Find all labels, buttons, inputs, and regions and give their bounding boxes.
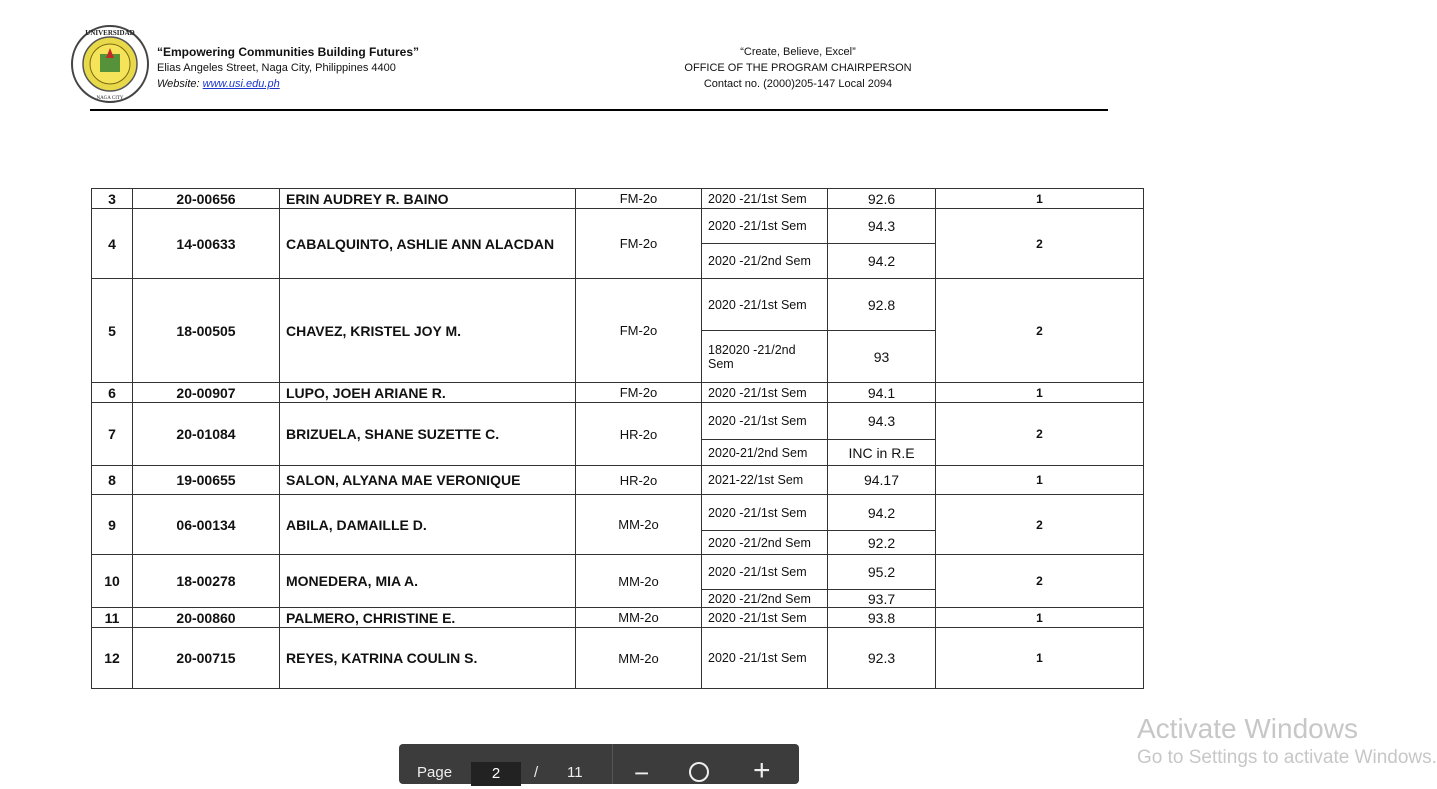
zoom-icon[interactable] bbox=[689, 762, 709, 782]
grade-cell: 92.8 bbox=[828, 279, 936, 331]
students-table bbox=[91, 188, 1144, 689]
program-cell: FM-2o bbox=[576, 279, 702, 383]
university-seal-icon bbox=[70, 24, 150, 104]
program-cell: FM-2o bbox=[576, 383, 702, 403]
row-number-cell: 4 bbox=[92, 209, 133, 279]
grade-cell: 94.3 bbox=[828, 209, 936, 244]
semester-cell: 2020 -21/1st Sem bbox=[702, 403, 828, 440]
row-number-cell: 3 bbox=[92, 189, 133, 209]
table-row bbox=[92, 495, 1144, 531]
row-number-cell: 8 bbox=[92, 466, 133, 495]
plus-icon[interactable]: + bbox=[753, 754, 771, 787]
row-number-cell: 7 bbox=[92, 403, 133, 466]
university-motto: “Empowering Communities Building Futures” bbox=[157, 45, 420, 59]
program-cell: MM-2o bbox=[576, 628, 702, 689]
semester-count-cell: 1 bbox=[936, 628, 1144, 689]
grade-cell: 94.2 bbox=[828, 495, 936, 531]
student-id-cell: 20-00656 bbox=[133, 189, 280, 209]
program-cell: MM-2o bbox=[576, 608, 702, 628]
document-header bbox=[70, 24, 1110, 114]
program-cell: MM-2o bbox=[576, 555, 702, 608]
semester-cell: 2020 -21/1st Sem bbox=[702, 555, 828, 590]
svg-text:UNIVERSIDAD: UNIVERSIDAD bbox=[85, 29, 135, 37]
semester-cell: 2020 -21/2nd Sem bbox=[702, 244, 828, 279]
watermark-subtitle: Go to Settings to activate Windows. bbox=[1137, 747, 1437, 768]
grade-cell: 93.7 bbox=[828, 590, 936, 608]
table-row bbox=[92, 209, 1144, 244]
semester-count-cell: 2 bbox=[936, 279, 1144, 383]
table-row bbox=[92, 555, 1144, 590]
semester-cell: 2020 -21/2nd Sem bbox=[702, 531, 828, 555]
row-number-cell: 11 bbox=[92, 608, 133, 628]
page-label: Page bbox=[417, 764, 453, 781]
student-name-cell: MONEDERA, MIA A. bbox=[280, 555, 576, 608]
svg-text:NAGA CITY: NAGA CITY bbox=[96, 96, 124, 101]
student-name-cell: PALMERO, CHRISTINE E. bbox=[280, 608, 576, 628]
grade-cell: INC in R.E bbox=[828, 440, 936, 466]
semester-count-cell: 1 bbox=[936, 608, 1144, 628]
student-name-cell: REYES, KATRINA COULIN S. bbox=[280, 628, 576, 689]
semester-count-cell: 2 bbox=[936, 403, 1144, 466]
office-contact: Contact no. (2000)205-147 Local 2094 bbox=[703, 78, 893, 90]
website-label: Website: bbox=[157, 78, 200, 90]
header-right-block bbox=[678, 44, 918, 92]
student-id-cell: 20-00715 bbox=[133, 628, 280, 689]
office-name: OFFICE OF THE PROGRAM CHAIRPERSON bbox=[684, 62, 912, 74]
student-name-cell: ABILA, DAMAILLE D. bbox=[280, 495, 576, 555]
row-number-cell: 5 bbox=[92, 279, 133, 383]
grade-cell: 94.3 bbox=[828, 403, 936, 440]
semester-cell: 2020 -21/1st Sem bbox=[702, 189, 828, 209]
student-name-cell: BRIZUELA, SHANE SUZETTE C. bbox=[280, 403, 576, 466]
grade-cell: 94.2 bbox=[828, 244, 936, 279]
table-row bbox=[92, 628, 1144, 689]
toolbar-divider bbox=[612, 744, 613, 784]
grade-cell: 94.17 bbox=[828, 466, 936, 495]
program-cell: FM-2o bbox=[576, 189, 702, 209]
table-row bbox=[92, 189, 1144, 209]
student-id-cell: 18-00278 bbox=[133, 555, 280, 608]
student-id-cell: 20-00860 bbox=[133, 608, 280, 628]
pdf-page-toolbar bbox=[399, 744, 799, 788]
total-pages: 11 bbox=[567, 764, 583, 781]
minus-icon[interactable]: − bbox=[634, 758, 650, 788]
semester-count-cell: 1 bbox=[936, 189, 1144, 209]
row-number-cell: 9 bbox=[92, 495, 133, 555]
university-address: Elias Angeles Street, Naga City, Philippines 4400 bbox=[157, 62, 396, 74]
program-cell: HR-2o bbox=[576, 466, 702, 495]
header-divider bbox=[90, 109, 1108, 111]
program-cell: FM-2o bbox=[576, 209, 702, 279]
grade-cell: 93.8 bbox=[828, 608, 936, 628]
table-row bbox=[92, 403, 1144, 440]
student-id-cell: 19-00655 bbox=[133, 466, 280, 495]
header-left-block bbox=[157, 44, 419, 92]
grade-cell: 92.6 bbox=[828, 189, 936, 209]
student-id-cell: 20-01084 bbox=[133, 403, 280, 466]
student-id-cell: 18-00505 bbox=[133, 279, 280, 383]
student-name-cell: ERIN AUDREY R. BAINO bbox=[280, 189, 576, 209]
table-row bbox=[92, 383, 1144, 403]
grade-cell: 94.1 bbox=[828, 383, 936, 403]
website-link[interactable]: www.usi.edu.ph bbox=[202, 78, 280, 90]
student-id-cell: 20-00907 bbox=[133, 383, 280, 403]
watermark-title: Activate Windows bbox=[1137, 713, 1358, 744]
student-name-cell: SALON, ALYANA MAE VERONIQUE bbox=[280, 466, 576, 495]
semester-count-cell: 2 bbox=[936, 495, 1144, 555]
row-number-cell: 10 bbox=[92, 555, 133, 608]
semester-cell: 2020 -21/1st Sem bbox=[702, 608, 828, 628]
table-row bbox=[92, 608, 1144, 628]
semester-cell: 2020 -21/1st Sem bbox=[702, 495, 828, 531]
semester-cell: 182020 -21/2nd Sem bbox=[702, 331, 828, 383]
semester-cell: 2021-22/1st Sem bbox=[702, 466, 828, 495]
semester-cell: 2020 -21/1st Sem bbox=[702, 279, 828, 331]
grade-cell: 93 bbox=[828, 331, 936, 383]
semester-cell: 2020 -21/2nd Sem bbox=[702, 590, 828, 608]
row-number-cell: 6 bbox=[92, 383, 133, 403]
student-name-cell: LUPO, JOEH ARIANE R. bbox=[280, 383, 576, 403]
table-row bbox=[92, 466, 1144, 495]
table-row bbox=[92, 279, 1144, 331]
semester-count-cell: 1 bbox=[936, 466, 1144, 495]
grade-cell: 92.3 bbox=[828, 628, 936, 689]
semester-cell: 2020 -21/1st Sem bbox=[702, 209, 828, 244]
semester-cell: 2020 -21/1st Sem bbox=[702, 383, 828, 403]
row-number-cell: 12 bbox=[92, 628, 133, 689]
program-cell: HR-2o bbox=[576, 403, 702, 466]
grade-cell: 95.2 bbox=[828, 555, 936, 590]
semester-count-cell: 2 bbox=[936, 209, 1144, 279]
office-motto: “Create, Believe, Excel” bbox=[740, 46, 856, 58]
page-number-input[interactable]: 2 bbox=[471, 762, 521, 786]
semester-count-cell: 2 bbox=[936, 555, 1144, 608]
semester-count-cell: 1 bbox=[936, 383, 1144, 403]
student-id-cell: 06-00134 bbox=[133, 495, 280, 555]
program-cell: MM-2o bbox=[576, 495, 702, 555]
student-id-cell: 14-00633 bbox=[133, 209, 280, 279]
grade-cell: 92.2 bbox=[828, 531, 936, 555]
page-separator: / bbox=[534, 764, 539, 781]
university-website bbox=[157, 76, 419, 92]
semester-cell: 2020-21/2nd Sem bbox=[702, 440, 828, 466]
student-name-cell: CHAVEZ, KRISTEL JOY M. bbox=[280, 279, 576, 383]
semester-cell: 2020 -21/1st Sem bbox=[702, 628, 828, 689]
activate-windows-watermark bbox=[1137, 712, 1437, 770]
student-name-cell: CABALQUINTO, ASHLIE ANN ALACDAN bbox=[280, 209, 576, 279]
